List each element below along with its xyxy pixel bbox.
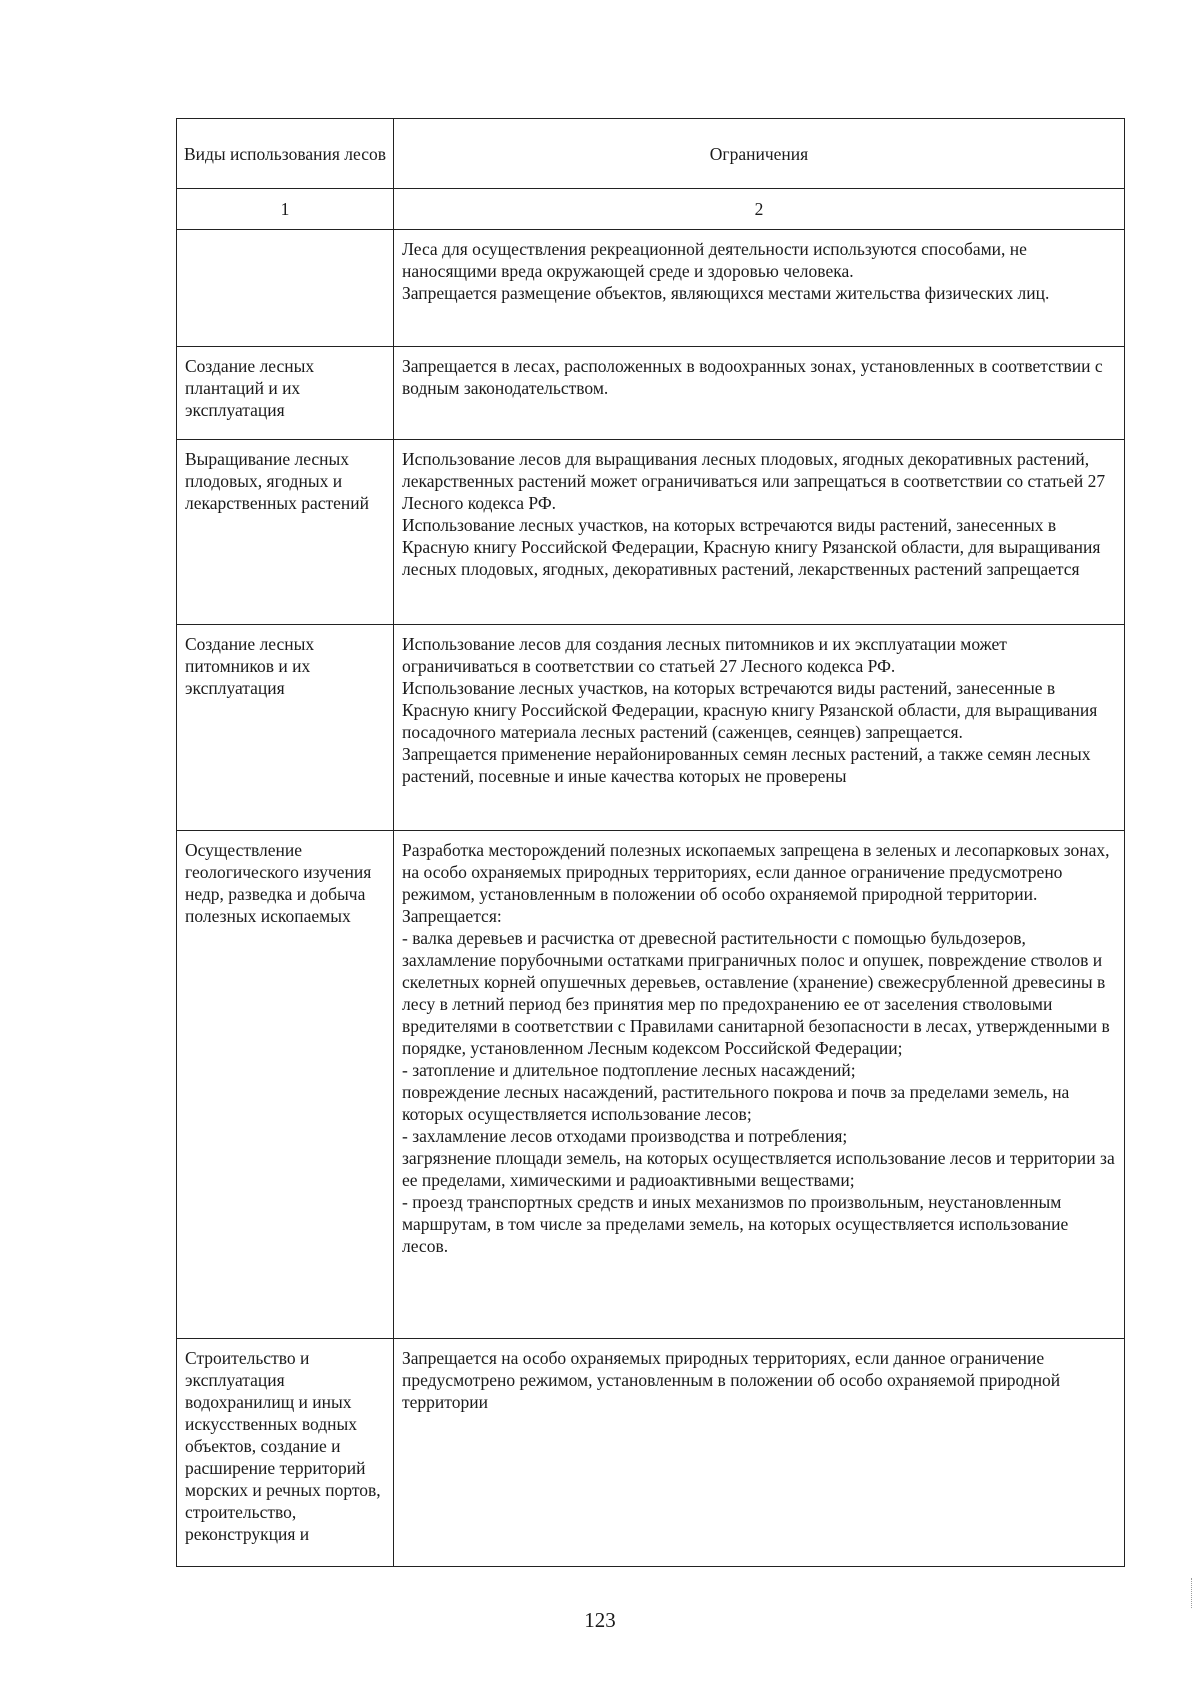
table-row	[177, 1339, 1125, 1567]
restrictions-cell	[394, 625, 1125, 831]
column-number-1: 1	[177, 189, 394, 230]
forest-use-cell: Строительство и эксплуатация водохранилищ и иных искусственных водных объектов, создание и расширение территорий морских и речных портов, строительство, реконструкция и	[177, 1339, 394, 1567]
restriction-text: Запрещается на особо охраняемых природных территориях, если данное ограничение предусмотрено режимом, установленным в положении об особо охраняемой природной территории	[402, 1348, 1061, 1412]
restrictions-cell	[394, 230, 1125, 347]
table-row	[177, 230, 1125, 347]
restrictions-cell	[394, 1339, 1125, 1567]
forest-use-cell: Создание лесных плантаций и их эксплуатация	[177, 347, 394, 440]
restrictions-table	[176, 118, 1125, 1567]
forest-use-cell	[177, 230, 394, 347]
table-row	[177, 347, 1125, 440]
restriction-text: Использование лесов для создания лесных питомников и их эксплуатации может ограничиваться в соответствии со статьей 27 Лесного кодекса РФ.	[402, 634, 1007, 676]
restriction-text: Леса для осуществления рекреационной деятельности используются способами, не наносящими вреда окружающей среде и здоровью человека.	[402, 239, 1027, 281]
column-number-2: 2	[394, 189, 1125, 230]
restriction-text: Запрещается в лесах, расположенных в водоохранных зонах, установленных в соответствии с водным законодательством.	[402, 356, 1103, 398]
header-forest-use: Виды использования лесов	[177, 119, 394, 189]
restrictions-cell	[394, 347, 1125, 440]
restriction-text: - проезд транспортных средств и иных механизмов по произвольным, неустановленным маршрутам, в том числе за пределами земель, на которых осуществляется использование лесов.	[402, 1192, 1069, 1256]
table-row	[177, 625, 1125, 831]
forest-use-cell: Выращивание лесных плодовых, ягодных и лекарственных растений	[177, 440, 394, 625]
restrictions-cell	[394, 831, 1125, 1339]
restriction-text: Использование лесов для выращивания лесных плодовых, ягодных декоративных растений, лекарственных растений может ограничиваться или запрещаться в соответствии со статьей 27 Лесного кодекса РФ.	[402, 449, 1106, 513]
table-row	[177, 440, 1125, 625]
table-header-row	[177, 119, 1125, 189]
table-row	[177, 831, 1125, 1339]
forest-use-cell: Осуществление геологического изучения недр, разведка и добыча полезных ископаемых	[177, 831, 394, 1339]
restriction-text: Запрещается применение нерайонированных семян лесных растений, а также семян лесных растений, посевные и иные качества которых не проверены	[402, 744, 1091, 786]
restriction-text: Использование лесных участков, на которых встречаются виды растений, занесенных в Красную книгу Российской Федерации, Красную книгу Рязанской области, для выращивания лесных плодовых, ягодных, декоративных растений, лекарственных растений запрещается	[402, 515, 1101, 579]
scan-artifact	[1191, 1578, 1194, 1608]
header-restrictions: Ограничения	[394, 119, 1125, 189]
restriction-text: Разработка месторождений полезных ископаемых запрещена в зеленых и лесопарковых зонах, на особо охраняемых природных территориях, если данное ограничение предусмотрено режимом, установленным в положении об особо охраняемой природной территории.	[402, 840, 1110, 904]
restrictions-cell	[394, 440, 1125, 625]
restriction-text: - захламление лесов отходами производства и потребления;	[402, 1126, 848, 1146]
restriction-text: Запрещается размещение объектов, являющихся местами жительства физических лиц.	[402, 283, 1050, 303]
forest-use-cell: Создание лесных питомников и их эксплуатация	[177, 625, 394, 831]
restriction-text: Запрещается:	[402, 906, 502, 926]
page-number: 123	[584, 1608, 616, 1632]
column-number-row	[177, 189, 1125, 230]
restriction-text: загрязнение площади земель, на которых осуществляется использование лесов и территории за ее пределами, химическими и радиоактивными веществами;	[402, 1148, 1115, 1190]
restriction-text: - затопление и длительное подтопление лесных насаждений;	[402, 1060, 856, 1080]
restriction-text: - валка деревьев и расчистка от древесной растительности с помощью бульдозеров, захламление порубочными остатками приграничных полос и опушек, повреждение стволов и скелетных корней опушечных деревьев, оставление (хранение) свежесрубленной древесины в лесу в летний период без принятия мер по предохранению ее от заселения стволовыми вредителями в соответствии с Правилами санитарной безопасности в лесах, утвержденными в порядке, установленном Лесным кодексом Российской Федерации;	[402, 928, 1110, 1058]
restriction-text: Использование лесных участков, на которых встречаются виды растений, занесенные в Красную книгу Российской Федерации, красную книгу Рязанской области, для выращивания посадочного материала лесных растений (саженцев, сеянцев) запрещается.	[402, 678, 1098, 742]
restriction-text: повреждение лесных насаждений, растительного покрова и почв за пределами земель, на которых осуществляется использование лесов;	[402, 1082, 1070, 1124]
